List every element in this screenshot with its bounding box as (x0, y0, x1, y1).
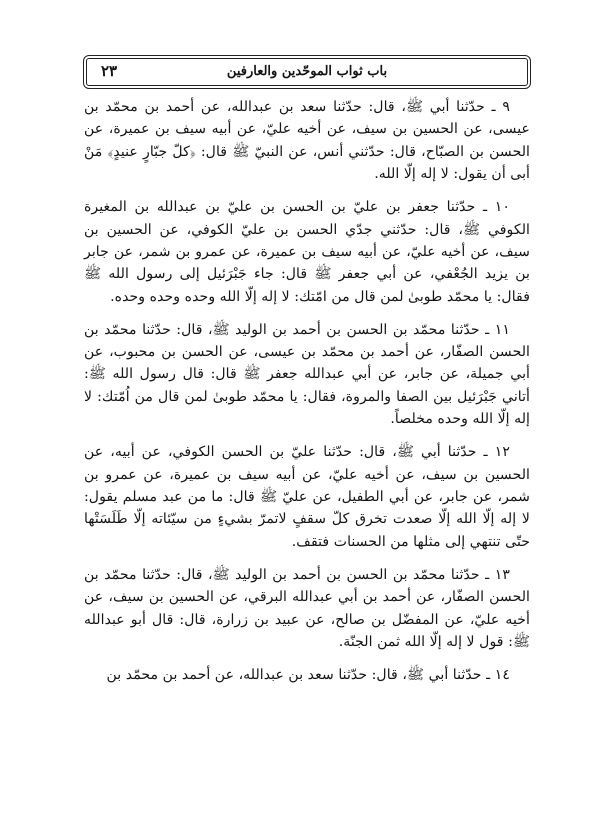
hadith-paragraph-11: ١١ ـ حدّثنا محمّد بن الحسن بن أحمد بن الوليد ﷺ، قال: حدّثنا محمّد بن الحسن الصفّار، عن أحمد بن محمّد بن عيسى، عن الحسن بن محبوب، عن أبي جميلة، عن جابر، عن أبي عبدالله جعفر ﷺ قال: قال رسول الله ﷺ: أتاني جَبْرَئيل بين الصفا والمروة، فقال: يا محمّد طوبىٰ لمن قال من اُمّتك: لا إله إلّا الله وحده مخلصاً. (84, 321, 530, 428)
hadith-paragraph-13: ١٣ ـ حدّثنا محمّد بن الحسن بن أحمد بن الوليد ﷺ، قال: حدّثنا محمّد بن الحسن الصفّار، عن أحمد بن أبي عبدالله البرقي، عن الحسين بن سيف، عن أخيه عليّ، عن المفضّل بن صالح، عن عبيد بن زرارة، قال: قال أبو عبدالله ﷺ: قول لا إله إلّا الله ثمن الجنّة. (84, 566, 530, 650)
page-body (84, 96, 530, 686)
hadith-paragraph-12: ١٢ ـ حدّثنا أبي ﷺ، قال: حدّثنا عليّ بن الحسن الكوفي، عن أبيه، عن الحسين بن سيف، عن أخيه عليّ، عن أبيه سيف بن عميرة، عن عمرو بن شمر، عن جابر، عن أبي الطفيل، عن عليّ ﷺ قال: ما من عبد مسلم يقول: لا إله إلّا الله إلّا صعدت تخرق كلّ سقفٍ لاتمرّ بشيءٍ من سيّئاته إلّا طَلَسَتْها حتّى تنتهي إلى مثلها من الحسنات فتقف. (84, 444, 530, 550)
running-title: باب ثواب الموحّدين والعارفين (226, 64, 388, 79)
hadith-paragraph-14: ١٤ ـ حدّثنا أبي ﷺ، قال: حدّثنا سعد بن عبدالله، عن أحمد بن محمّد بن (106, 666, 510, 683)
hadith-paragraph-10: ١٠ ـ حدّثنا جعفر بن عليّ بن الحسن بن عليّ بن عبدالله بن المغيرة الكوفي ﷺ، قال: حدّثني جدّي الحسن بن عليّ الكوفي، عن الحسين بن سيف، عن أخيه عليّ، عن أبيه سيف بن عميرة، عن عمرو بن شمر، عن جابر بن يزيد الجُعْفي، عن أبي جعفر ﷺ قال: جاء جَبْرَئيل إلى رسول الله ﷺ فقال: يا محمّد طوبىٰ لمن قال من امّتك: لا إله إلّا الله وحده وحده وحده. (84, 199, 530, 305)
hadith-paragraph-9: ٩ ـ حدّثنا أبي ﷺ، قال: حدّثنا سعد بن عبدالله، عن أحمد بن محمّد بن عيسى، عن الحسين بن سيف، عن أخيه عليّ، عن أبيه سيف بن عميرة، عن الحسن بن الصبّاح، قال: حدّثني أنس، عن النبيّ ﷺ قال: ﴿كلّ جبّارٍ عنيدٍ﴾ مَنْ أبى أن يقول: لا إله إلّا الله. (84, 99, 530, 183)
page-number: ٢٣ (101, 62, 118, 80)
running-header (86, 58, 528, 86)
